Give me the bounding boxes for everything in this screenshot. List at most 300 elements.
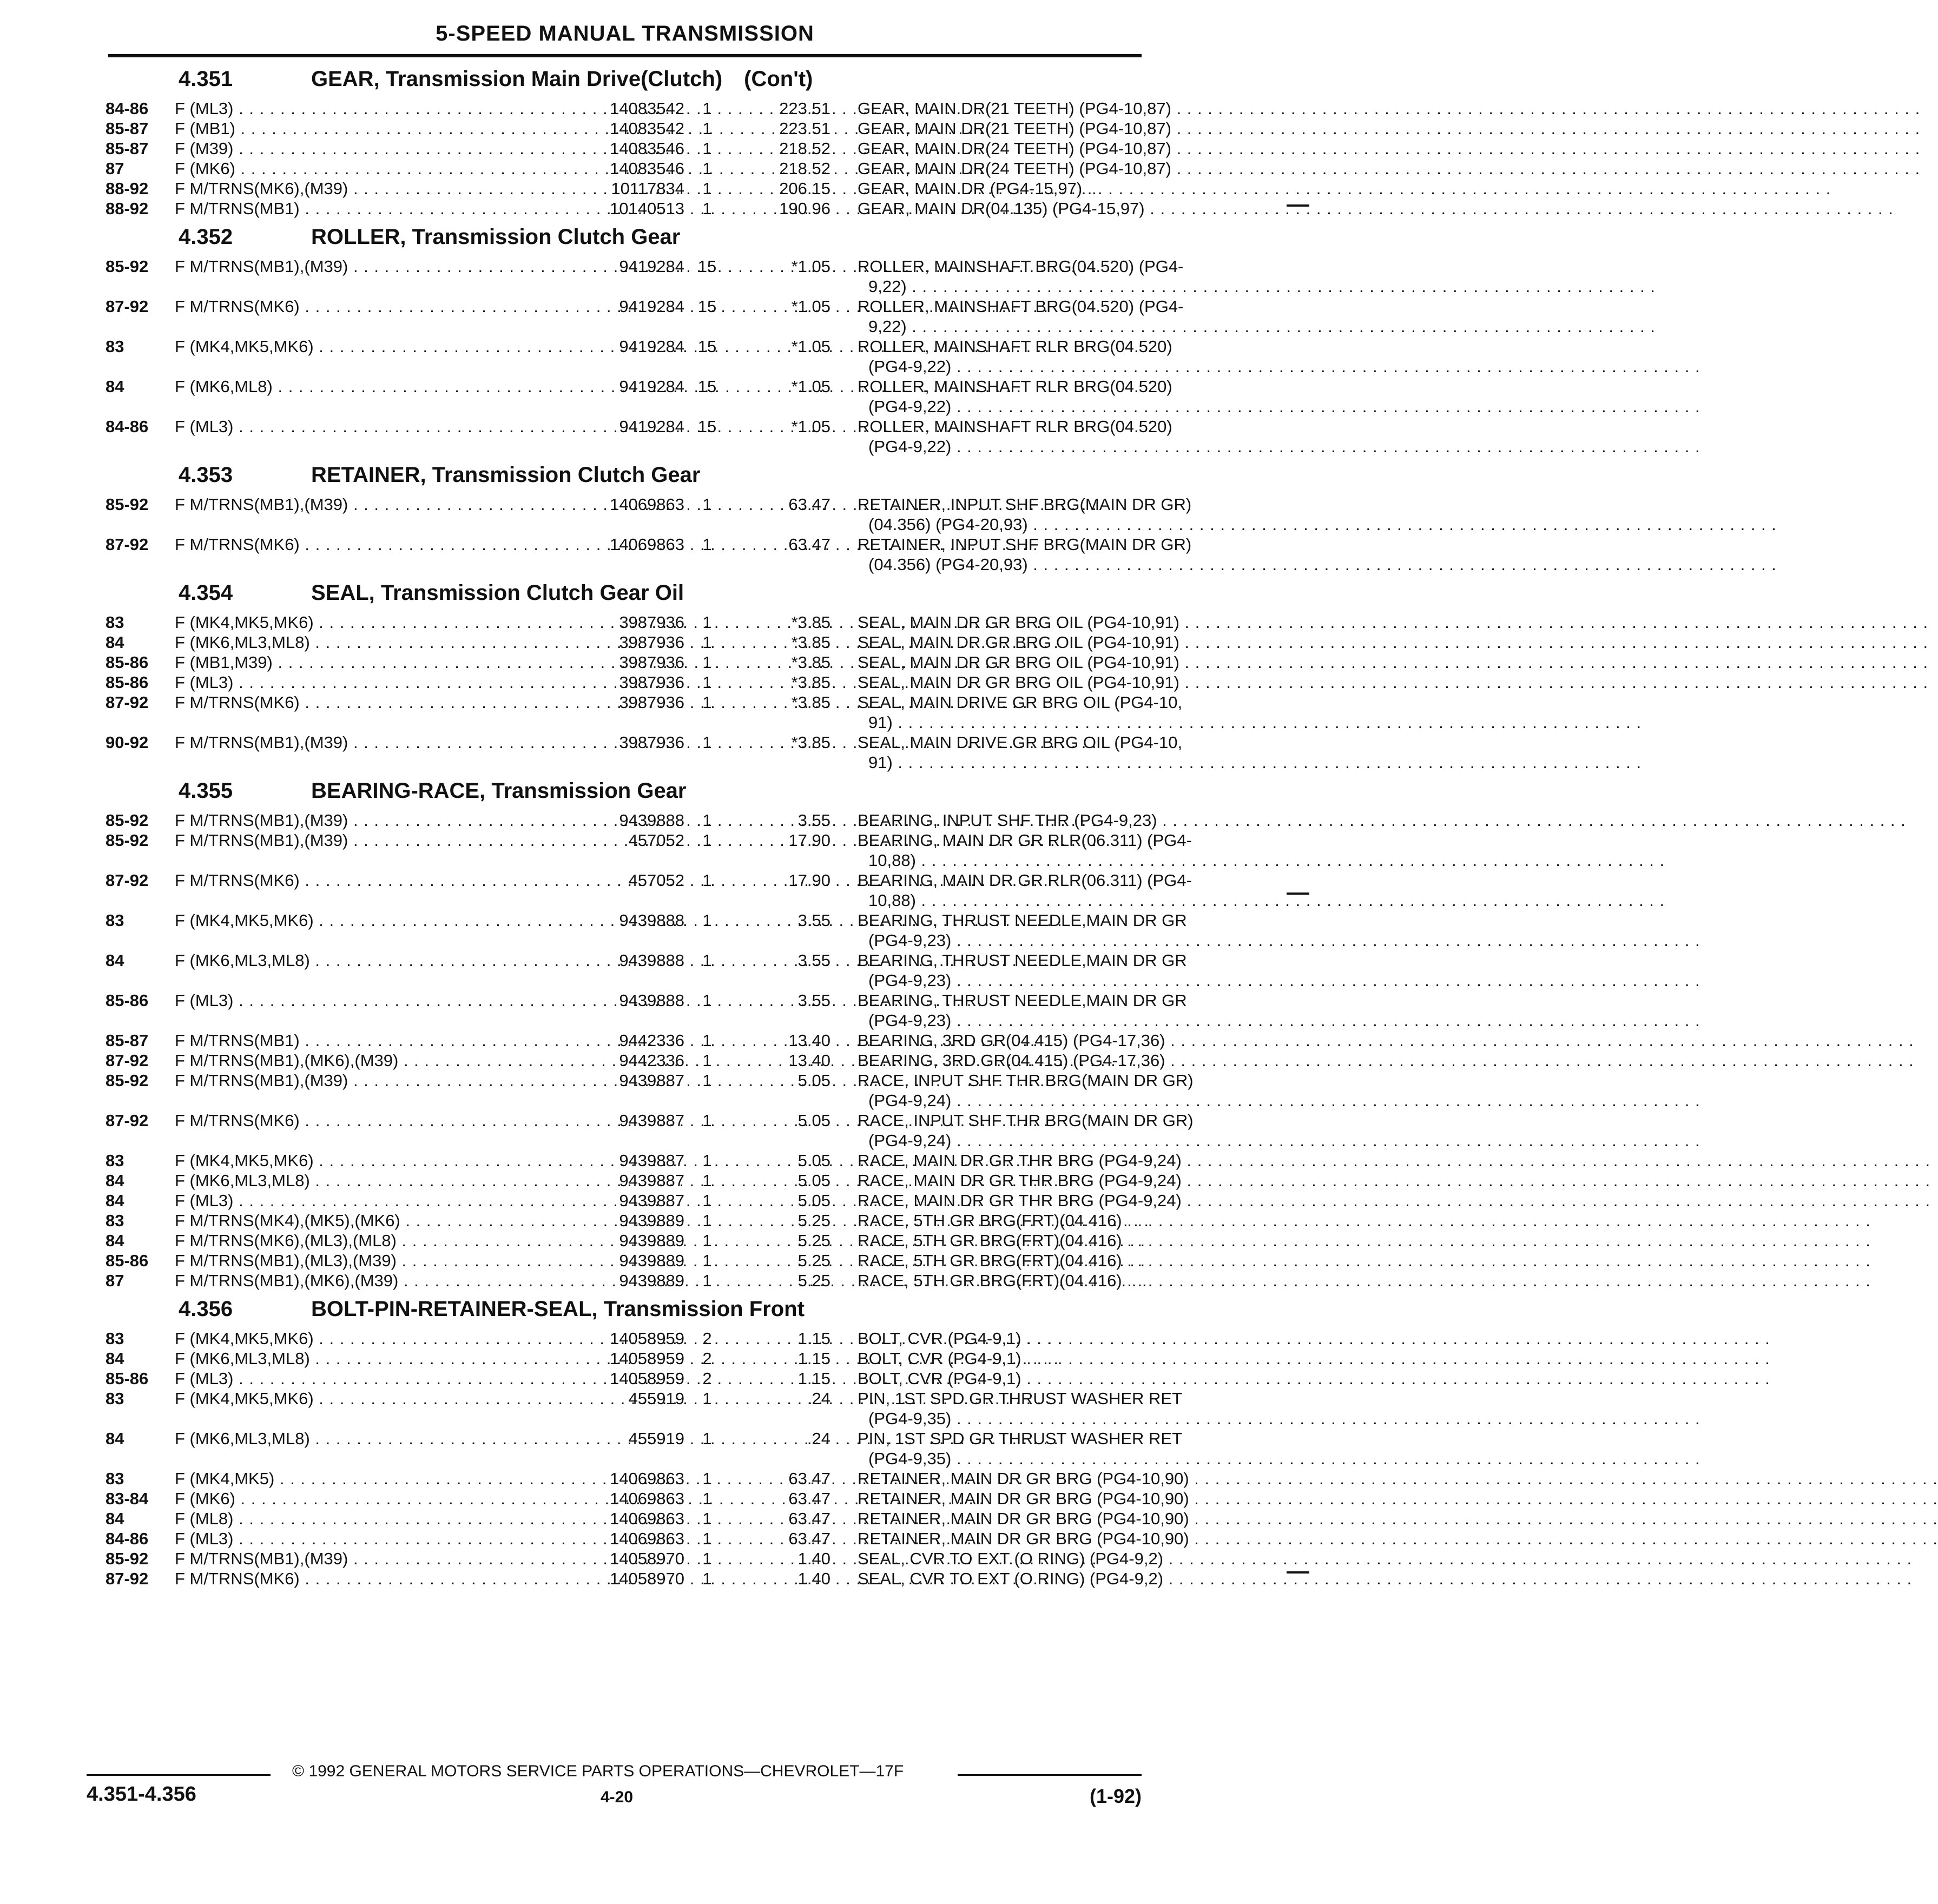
model-years: 85-87 <box>106 119 149 138</box>
part-number: 3987936 <box>619 733 684 752</box>
price: 218.52 <box>779 159 830 178</box>
description-line <box>858 98 1171 118</box>
description-text: ROLLER, MAINSHAFT RLR BRG(04.520) <box>858 417 1172 436</box>
model-years: 85-86 <box>106 1369 149 1388</box>
part-number: 9439887 <box>619 1191 684 1210</box>
description-line <box>858 1151 1182 1171</box>
price: 5.25 <box>797 1231 830 1250</box>
table-row <box>106 1509 1189 1529</box>
part-number: 14083546 <box>610 139 684 158</box>
description-text: RETAINER, MAIN DR GR BRG (PG4-10,90) . . . <box>858 1529 1938 1548</box>
quantity: 1 <box>702 673 712 692</box>
footer-rule-right <box>958 1774 1142 1776</box>
quantity: 1 <box>702 693 712 712</box>
application <box>175 1191 575 1211</box>
model-years: 83 <box>106 1329 124 1348</box>
application <box>175 199 575 219</box>
model-years: 83 <box>106 337 124 356</box>
description-line <box>858 1010 1150 1030</box>
description-line <box>858 1449 1150 1469</box>
header-rule <box>108 54 1142 57</box>
section-continued: (Con't) <box>744 67 813 91</box>
description-line <box>858 158 1171 178</box>
application <box>175 1151 575 1171</box>
quantity: 1 <box>702 951 712 970</box>
application <box>175 376 575 396</box>
application <box>175 1110 575 1130</box>
price: 1.15 <box>797 1349 830 1368</box>
description-text: (PG4-9,35) . . . <box>868 1449 1700 1468</box>
description <box>858 1348 1150 1368</box>
description-text: (PG4-9,23) . . . <box>868 931 1700 950</box>
model-years: 85-92 <box>106 831 149 850</box>
part-number: 14058970 <box>610 1549 684 1568</box>
description <box>858 1549 1164 1569</box>
model-years: 84 <box>106 1349 124 1368</box>
price: *3.85 <box>791 693 830 712</box>
model-years: 84 <box>106 377 124 396</box>
description-text: (PG4-9,22) . . . <box>868 357 1700 376</box>
application <box>175 98 575 118</box>
description <box>858 178 1150 199</box>
description <box>858 158 1171 178</box>
price: *1.05 <box>791 257 830 276</box>
quantity: 1 <box>702 1171 712 1190</box>
application <box>175 1271 575 1291</box>
description-line <box>858 1231 1150 1251</box>
description <box>858 1251 1150 1271</box>
application-text: F M/TRNS(MK6) . . . <box>175 297 1049 316</box>
table-row <box>106 612 1179 632</box>
margin-mark <box>1287 1571 1309 1574</box>
application-text: F (MK6,ML3,ML8) . . . <box>175 1429 1059 1448</box>
description <box>858 1050 1165 1070</box>
application-text: F (ML8) . . . <box>175 1509 983 1528</box>
table-row <box>106 98 1171 118</box>
table-row <box>106 830 1192 870</box>
part-number: 9439889 <box>619 1271 684 1290</box>
part-number: 3987936 <box>619 613 684 632</box>
margin-mark <box>1287 204 1309 207</box>
application-text: F (MK4,MK5,MK6) . . . <box>175 1389 1063 1408</box>
description-text: ROLLER, MAINSHAFT RLR BRG(04.520) <box>858 337 1172 356</box>
description <box>858 990 1187 1030</box>
part-number: 14069863 <box>610 1469 684 1488</box>
application-text: F (M39) . . . <box>175 139 983 158</box>
application <box>175 692 575 712</box>
model-years: 85-92 <box>106 1549 149 1568</box>
description-text: SEAL, MAIN DR GR BRG OIL (PG4-10,91) . . . <box>858 653 1928 672</box>
section-number: 4.352 <box>179 225 233 249</box>
margin-mark <box>1287 892 1309 895</box>
application <box>175 632 575 652</box>
footer-revision-date: (1-92) <box>1089 1785 1142 1807</box>
price: 63.47 <box>788 535 830 554</box>
part-number: 457052 <box>628 871 684 890</box>
part-number: 14058970 <box>610 1569 684 1588</box>
part-number: 14058959 <box>610 1329 684 1348</box>
parts-list <box>106 61 1194 1589</box>
description <box>858 296 1184 336</box>
table-row <box>106 494 1192 534</box>
description-line <box>858 970 1150 990</box>
quantity: 1 <box>702 1529 712 1548</box>
model-years: 87-92 <box>106 1569 149 1588</box>
table-row <box>106 1328 1150 1348</box>
part-number: 14083542 <box>610 119 684 138</box>
description-line <box>858 276 1150 296</box>
section-title: RETAINER, Transmission Clutch Gear <box>311 463 701 487</box>
description-line <box>858 672 1179 692</box>
table-row <box>106 1151 1182 1171</box>
section-number: 4.356 <box>179 1297 233 1321</box>
quantity: 1 <box>702 139 712 158</box>
description-text: BEARING, 3RD GR(04.415) (PG4-17,36) . . . <box>858 1051 1914 1070</box>
description-line <box>858 1549 1164 1569</box>
price: *1.05 <box>791 417 830 436</box>
section-heading <box>106 1291 1150 1328</box>
application <box>175 1509 575 1529</box>
table-row <box>106 199 1150 219</box>
quantity: 1 <box>702 1429 712 1448</box>
description-text: ROLLER, MAINSHAFT BRG(04.520) (PG4- <box>858 297 1184 316</box>
part-number: 14069863 <box>610 1509 684 1528</box>
description-text: BOLT, CVR (PG4-9,1) . . . <box>858 1349 1770 1368</box>
quantity: 1 <box>702 1031 712 1050</box>
model-years: 85-86 <box>106 673 149 692</box>
section-heading <box>106 61 1150 98</box>
price: 1.40 <box>797 1549 830 1568</box>
price: .24 <box>807 1389 830 1408</box>
section-number: 4.354 <box>179 581 233 605</box>
quantity: 1 <box>702 1231 712 1250</box>
part-number: 9439887 <box>619 1111 684 1130</box>
model-years: 83 <box>106 911 124 930</box>
application <box>175 1171 575 1191</box>
description-line <box>858 850 1150 870</box>
description-line <box>858 534 1192 554</box>
model-years: 87 <box>106 159 124 178</box>
quantity: 15 <box>697 377 717 396</box>
application-text: F (ML3) . . . <box>175 99 983 118</box>
quantity: 1 <box>702 613 712 632</box>
quantity: 1 <box>702 1071 712 1090</box>
model-years: 85-86 <box>106 653 149 672</box>
description-text: PIN, 1ST SPD GR THRUST WASHER RET <box>858 1389 1183 1408</box>
description <box>858 1368 1150 1389</box>
model-years: 87 <box>106 1271 124 1290</box>
description-text: GEAR, MAIN DR(21 TEETH) (PG4-10,87) . . . <box>858 99 1920 118</box>
price: *1.05 <box>791 337 830 356</box>
description-text: RETAINER, MAIN DR GR BRG (PG4-10,90) . . . <box>858 1469 1938 1488</box>
part-number: 14069863 <box>610 1489 684 1508</box>
description-line <box>858 1328 1150 1348</box>
model-years: 84 <box>106 951 124 970</box>
part-number: 9439888 <box>619 811 684 830</box>
application-text: F M/TRNS(MB1),(MK6),(M39) . . . <box>175 1051 1148 1070</box>
application <box>175 672 575 692</box>
model-years: 87-92 <box>106 693 149 712</box>
description <box>858 910 1187 950</box>
table-row <box>106 950 1187 990</box>
price: 218.52 <box>779 139 830 158</box>
table-row <box>106 1231 1150 1251</box>
table-row <box>106 376 1172 416</box>
description-line <box>858 1569 1164 1589</box>
description-text: SEAL, MAIN DR GR BRG OIL (PG4-10,91) . . . <box>858 633 1928 652</box>
description-text: BEARING, MAIN DR GR RLR(06.311) (PG4- <box>858 871 1192 890</box>
application-text: F M/TRNS(MK6) . . . <box>175 1569 1049 1588</box>
part-number: 455919 <box>628 1429 684 1448</box>
table-row <box>106 1569 1164 1589</box>
description-line <box>858 910 1187 930</box>
description-line <box>858 178 1150 199</box>
application <box>175 810 575 830</box>
part-number: 14083546 <box>610 159 684 178</box>
description-text: BEARING, MAIN DR GR RLR(06.311) (PG4- <box>858 831 1192 850</box>
quantity: 15 <box>697 257 717 276</box>
application <box>175 1348 575 1368</box>
model-years: 84 <box>106 1191 124 1210</box>
model-years: 84-86 <box>106 417 149 436</box>
table-row <box>106 990 1187 1030</box>
application <box>175 1328 575 1348</box>
model-years: 83-84 <box>106 1489 149 1508</box>
description-text: 91) . . . <box>868 753 1642 772</box>
application <box>175 416 575 437</box>
application-text: F M/TRNS(MB1),(ML3),(M39) . . . <box>175 1251 1145 1270</box>
application <box>175 1050 575 1070</box>
model-years: 84-86 <box>106 99 149 118</box>
model-years: 83 <box>106 1389 124 1408</box>
description <box>858 416 1172 457</box>
description-line <box>858 810 1157 830</box>
price: *1.05 <box>791 377 830 396</box>
quantity: 1 <box>702 119 712 138</box>
description <box>858 376 1172 416</box>
table-row <box>106 1368 1150 1389</box>
description-text: GEAR, MAIN DR (PG4-15,97) . . . <box>858 179 1831 198</box>
table-row <box>106 296 1184 336</box>
price: 3.55 <box>797 911 830 930</box>
description <box>858 1151 1182 1171</box>
application-text: F (MK4,MK5,MK6) . . . <box>175 1329 1063 1348</box>
model-years: 88-92 <box>106 199 149 218</box>
description-line <box>858 1070 1194 1090</box>
table-row <box>106 632 1179 652</box>
table-row <box>106 336 1172 376</box>
description <box>858 732 1183 772</box>
description-line <box>858 930 1150 950</box>
application-text: F (ML3) . . . <box>175 1369 983 1388</box>
price: 190.96 <box>779 199 830 218</box>
model-years: 87-92 <box>106 297 149 316</box>
description-text: RACE, MAIN DR GR THR BRG (PG4-9,24) . . . <box>858 1151 1930 1170</box>
table-row <box>106 1191 1182 1211</box>
table-row <box>106 1030 1165 1050</box>
description-text: RACE, INPUT SHF THR BRG(MAIN DR GR) <box>858 1071 1194 1090</box>
application-text: F (MK4,MK5,MK6) . . . <box>175 911 1063 930</box>
description-line <box>858 1130 1150 1151</box>
table-row <box>106 416 1172 457</box>
application-text: F M/TRNS(MB1) . . . <box>175 199 1049 218</box>
table-row <box>106 1050 1165 1070</box>
description-line <box>858 752 1150 772</box>
description-line <box>858 118 1171 138</box>
part-number: 455919 <box>628 1389 684 1408</box>
description-line <box>858 1489 1189 1509</box>
application-text: F M/TRNS(MK6) . . . <box>175 535 1049 554</box>
quantity: 1 <box>702 1271 712 1290</box>
description-text: GEAR, MAIN DR(04.135) (PG4-15,97) . . . <box>858 199 1894 218</box>
description-text: RACE, 5TH GR BRG(FRT)(04.416) . . . <box>858 1251 1871 1270</box>
description <box>858 1529 1189 1549</box>
quantity: 1 <box>702 871 712 890</box>
model-years: 85-87 <box>106 1031 149 1050</box>
application-text: F (MK6) . . . <box>175 1489 984 1508</box>
footer-page-number: 4-20 <box>601 1788 634 1806</box>
description-line <box>858 1090 1150 1110</box>
description <box>858 1191 1182 1211</box>
description-line <box>858 356 1150 376</box>
section-number: 4.351 <box>179 67 233 91</box>
price: .24 <box>807 1429 830 1448</box>
description-line <box>858 1509 1189 1529</box>
description <box>858 494 1192 534</box>
model-years: 84 <box>106 1171 124 1190</box>
footer-section-range: 4.351-4.356 <box>87 1783 196 1806</box>
description <box>858 870 1192 910</box>
description-line <box>858 514 1150 534</box>
part-number: 9442336 <box>619 1051 684 1070</box>
application-text: F (MK4,MK5,MK6) . . . <box>175 613 1063 632</box>
section-heading <box>106 219 1150 256</box>
description <box>858 810 1157 830</box>
description-text: RACE, 5TH GR BRG(FRT)(04.416) . . . <box>858 1271 1871 1290</box>
description-line <box>858 870 1192 890</box>
footer-copyright: © 1992 GENERAL MOTORS SERVICE PARTS OPERATIONS—CHEVROLET—17F <box>292 1762 904 1780</box>
description-text: SEAL, MAIN DR GR BRG OIL (PG4-10,91) . . . <box>858 613 1928 632</box>
application-text: F (ML3) . . . <box>175 991 983 1010</box>
quantity: 1 <box>702 733 712 752</box>
price: 1.15 <box>797 1329 830 1348</box>
quantity: 1 <box>702 1211 712 1230</box>
description-text: SEAL, MAIN DRIVE GR BRG OIL (PG4-10, <box>858 693 1183 712</box>
description <box>858 1328 1150 1348</box>
application-text: F (MK6,ML3,ML8) . . . <box>175 1349 1059 1368</box>
quantity: 2 <box>702 1369 712 1388</box>
price: *3.85 <box>791 653 830 672</box>
description-text: (PG4-9,24) . . . <box>868 1131 1700 1150</box>
quantity: 1 <box>702 535 712 554</box>
application <box>175 652 575 672</box>
page-footer <box>87 1757 1147 1806</box>
application <box>175 1030 575 1050</box>
application-text: F M/TRNS(MK6),(M39) . . . <box>175 179 1097 198</box>
description-line <box>858 1409 1150 1429</box>
model-years: 84 <box>106 1231 124 1250</box>
description-text: (PG4-9,24) . . . <box>868 1091 1700 1110</box>
section-title: SEAL, Transmission Clutch Gear Oil <box>311 581 684 605</box>
model-years: 90-92 <box>106 733 149 752</box>
application <box>175 1389 575 1409</box>
description-text: RACE, 5TH GR BRG(FRT)(04.416) . . . <box>858 1231 1871 1250</box>
description-text: RACE, 5TH GR BRG(FRT)(04.416) . . . <box>858 1211 1871 1230</box>
section-title: BOLT-PIN-RETAINER-SEAL, Transmission Front <box>311 1297 805 1321</box>
description <box>858 1030 1165 1050</box>
description-line <box>858 554 1150 574</box>
description-line <box>858 376 1172 396</box>
part-number: 3987936 <box>619 693 684 712</box>
part-number: 9419284 <box>619 337 684 356</box>
price: *3.85 <box>791 673 830 692</box>
description-text: BEARING, INPUT SHF THR (PG4-9,23) . . . <box>858 811 1906 830</box>
application <box>175 732 575 752</box>
application <box>175 990 575 1010</box>
table-row <box>106 672 1179 692</box>
table-row <box>106 1469 1189 1489</box>
description <box>858 118 1171 138</box>
part-number: 3987936 <box>619 633 684 652</box>
part-number: 14058959 <box>610 1369 684 1388</box>
application <box>175 1231 575 1251</box>
quantity: 1 <box>702 1111 712 1130</box>
description-line <box>858 1348 1150 1368</box>
price: 3.55 <box>797 991 830 1010</box>
price: 223.51 <box>779 99 830 118</box>
application-text: F (MK6) . . . <box>175 159 984 178</box>
quantity: 1 <box>702 199 712 218</box>
price: 17.90 <box>788 831 830 850</box>
price: 206.15 <box>779 179 830 198</box>
application-text: F (MK4,MK5) . . . <box>175 1469 1024 1488</box>
part-number: 10140513 <box>610 199 684 218</box>
application-text: F M/TRNS(MB1),(M39) . . . <box>175 1549 1097 1568</box>
description-line <box>858 830 1192 850</box>
description-text: SEAL, MAIN DR GR BRG OIL (PG4-10,91) . . . <box>858 673 1928 692</box>
part-number: 9439888 <box>619 991 684 1010</box>
description-line <box>858 256 1184 276</box>
description-text: ROLLER, MAINSHAFT BRG(04.520) (PG4- <box>858 257 1184 276</box>
description-line <box>858 1251 1150 1271</box>
table-row <box>106 1110 1194 1151</box>
description <box>858 256 1184 296</box>
quantity: 2 <box>702 1329 712 1348</box>
footer-rule-left <box>87 1774 271 1776</box>
quantity: 1 <box>702 1389 712 1408</box>
description-line <box>858 732 1183 752</box>
quantity: 1 <box>702 1151 712 1170</box>
description-text: (PG4-9,23) . . . <box>868 1011 1700 1030</box>
description <box>858 1070 1194 1110</box>
description-line <box>858 890 1150 910</box>
application-text: F (MK6,ML8) . . . <box>175 377 1021 396</box>
application-text: F M/TRNS(MB1),(MK6),(M39) . . . <box>175 1271 1148 1290</box>
application-text: F M/TRNS(MB1),(M39) . . . <box>175 733 1097 752</box>
table-row <box>106 1529 1189 1549</box>
table-row <box>106 732 1183 772</box>
description <box>858 98 1171 118</box>
application <box>175 256 575 276</box>
application-text: F (ML3) . . . <box>175 1529 983 1548</box>
description-line <box>858 494 1192 514</box>
application-text: F M/TRNS(MK6) . . . <box>175 871 1049 890</box>
model-years: 87-92 <box>106 871 149 890</box>
quantity: 1 <box>702 1509 712 1528</box>
application-text: F M/TRNS(MB1) . . . <box>175 1031 1049 1050</box>
description-text: BOLT, CVR (PG4-9,1) . . . <box>858 1329 1770 1348</box>
description-text: (PG4-9,22) . . . <box>868 397 1700 416</box>
